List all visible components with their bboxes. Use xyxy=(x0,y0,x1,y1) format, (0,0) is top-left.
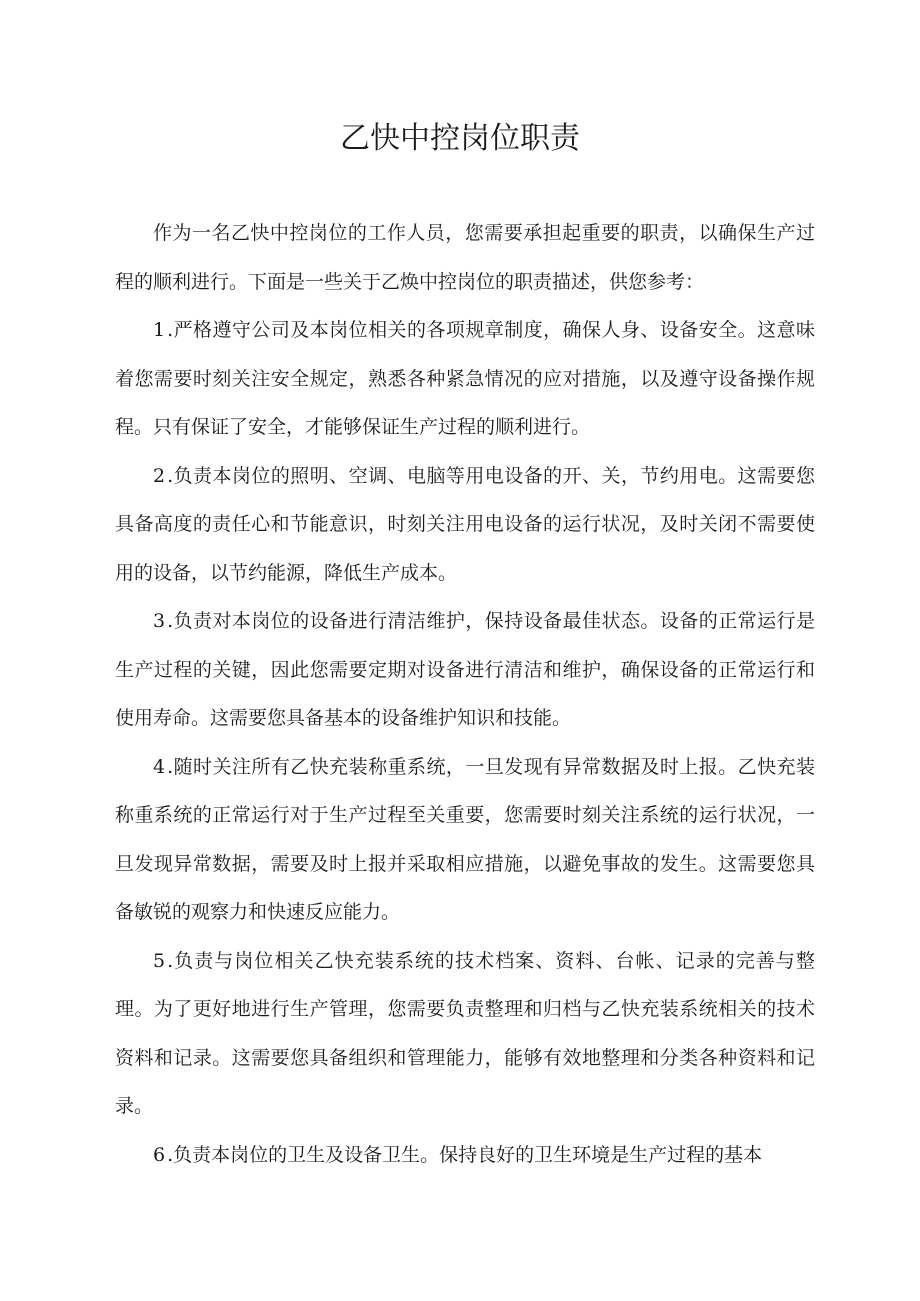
duty-item-5 xyxy=(115,937,815,1131)
duty-item-4 xyxy=(115,743,815,937)
duty-item-text: .负责本岗位的卫生及设备卫生。保持良好的卫生环境是生产过程的基本 xyxy=(167,1143,763,1166)
duty-item-1 xyxy=(115,306,815,452)
duty-item-text: .随时关注所有乙快充装称重系统，一旦发现有异常数据及时上报。乙快充装称重系统的正常运行对于生产过程至关重要，您需要时刻关注系统的运行状况，一旦发现异常数据，需要及时上报并采取相应措施，以避免事故的发生。这需要您具备敏锐的观察力和快速反应能力。 xyxy=(115,755,815,923)
duty-item-text: .负责本岗位的照明、空调、电脑等用电设备的开、关，节约用电。这需要您具备高度的责任心和节能意识，时刻关注用电设备的运行状况，及时关闭不需要使用的设备，以节约能源，降低生产成本。 xyxy=(115,464,815,584)
duty-item-number: 4 xyxy=(153,755,166,778)
duty-item-number: 1 xyxy=(153,319,166,341)
intro-paragraph: 作为一名乙快中控岗位的工作人员，您需要承担起重要的职责，以确保生产过程的顺利进行。下面是一些关于乙焕中控岗位的职责描述，供您参考： xyxy=(115,222,815,293)
document-title: 乙快中控岗位职责 xyxy=(340,121,580,156)
document-body xyxy=(115,209,815,1179)
duty-item-number: 6 xyxy=(153,1143,166,1166)
duty-item-2 xyxy=(115,452,815,598)
duty-item-number: 3 xyxy=(153,610,166,632)
duty-item-text: .负责对本岗位的设备进行清洁维护，保持设备最佳状态。设备的正常运行是生产过程的关键，因此您需要定期对设备进行清洁和维护，确保设备的正常运行和使用寿命。这需要您具备基本的设备维护知识和技能。 xyxy=(115,610,815,729)
duty-item-number: 5 xyxy=(153,949,166,972)
duty-item-3 xyxy=(115,597,815,743)
duty-item-text: .负责与岗位相关乙快充装系统的技术档案、资料、台帐、记录的完善与整理。为了更好地进行生产管理，您需要负责整理和归档与乙快充装系统相关的技术资料和记录。这需要您具备组织和管理能力，能够有效地整理和分类各种资料和记录。 xyxy=(115,949,815,1117)
duty-item-text: .严格遵守公司及本岗位相关的各项规章制度，确保人身、设备安全。这意味着您需要时刻关注安全规定，熟悉各种紧急情况的应对措施，以及遵守设备操作规程。只有保证了安全，才能够保证生产过程的顺利进行。 xyxy=(115,319,815,438)
duty-item-number: 2 xyxy=(153,464,166,487)
duty-item-6 xyxy=(115,1131,815,1180)
